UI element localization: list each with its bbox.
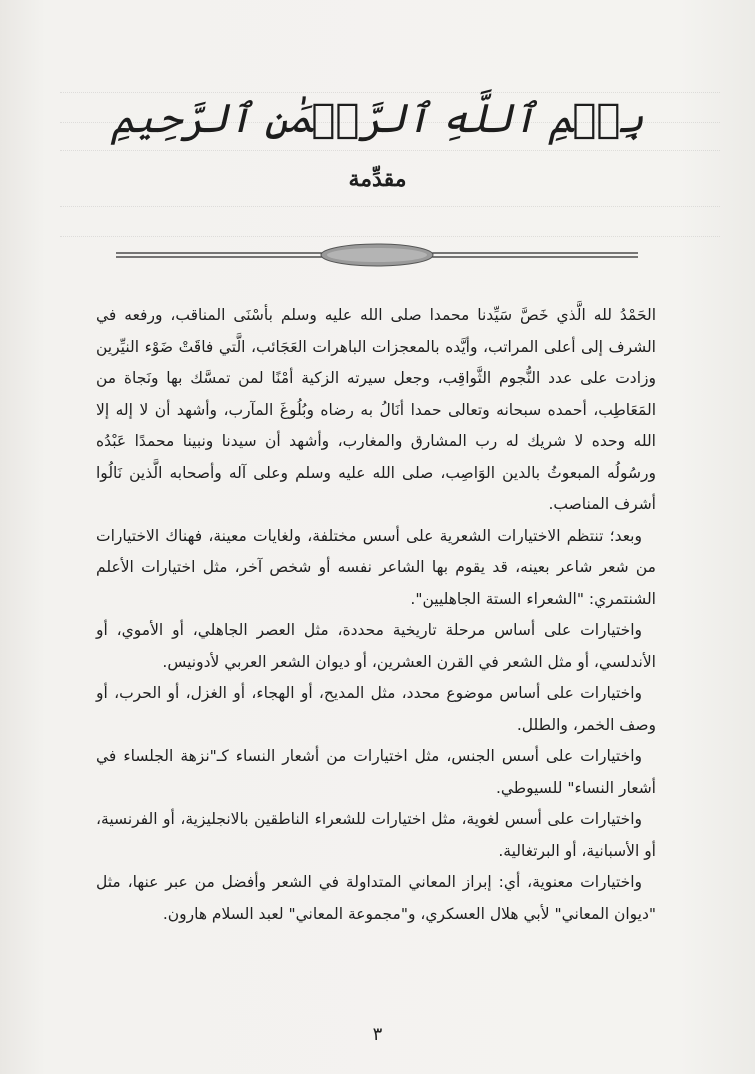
paragraph: واختيارات على أساس مرحلة تاريخية محددة، مثل العصر الجاهلي، أو الأموي، أو الأندلسي، أو مثل الشعر في القرن العشرين، أو ديوان الشعر العربي لأدونيس. bbox=[96, 621, 656, 671]
basmala: بِسۡمِ ٱللَّهِ ٱلرَّحۡمَٰنِ ٱلرَّحِيمِ bbox=[111, 96, 644, 142]
paragraph: واختيارات على أساس موضوع محدد، مثل المديح، أو الهجاء، أو الغزل، أو الحرب، أو وصف الخمر، والطلل. bbox=[96, 684, 656, 734]
paragraph: الحَمْدُ لله الَّذي خَصَّ سَيِّدنا محمدا صلى الله عليه وسلم بأسْنَى المناقب، ورفعه في الشرف إلى أعلى المراتب، وأيَّده بالمعجزات الباهرات العَجَائب، الَّتي فاقَتْ ضَوْء النيِّرين وزادت على عدد النُّجوم الثَّواقِب، وجعل سيرته الزكية أمْنًا لمن تمسَّك بها ونَجاة من المَعَاطِب، أحمده سبحانه وتعالى حمدا أنَالُ به رضاه وبُلُوغَ المآرب، وأشهد أن لا إله إلا الله وحده لا شريك له رب المشارق والمغارب، وأشهد أن سيدنا ونبينا محمدًا عَبْدُه ورسُولُه المبعوثُ بالدين الوَاصِب، صلى الله عليه وسلم وعلى آله وأصحابه الَّذين نَالُوا أشرف المناصب. bbox=[96, 306, 656, 513]
bleed-through-line bbox=[60, 226, 720, 237]
page-number: ٣ bbox=[372, 1024, 383, 1045]
page-title: مقدِّمة bbox=[348, 166, 407, 192]
bleed-through-line bbox=[60, 196, 720, 207]
bleed-through-line bbox=[60, 82, 720, 93]
title-ornament-divider bbox=[116, 243, 638, 273]
body-text bbox=[96, 300, 656, 930]
paragraph: وبعد؛ تنتظم الاختيارات الشعرية على أسس مختلفة، ولغايات معينة، فهناك الاختيارات من شعر شاعر بعينه، قد يقوم بها الشاعر نفسه أو شخص آخر، مثل اختيارات الأعلم الشنتمري: "الشعراء الستة الجاهليين". bbox=[96, 526, 656, 608]
paragraph: واختيارات على أسس لغوية، مثل اختيارات للشعراء الناطقين بالانجليزية، أو الفرنسية، أو الأسبانية، أو البرتغالية. bbox=[96, 810, 656, 860]
paragraph: واختيارات معنوية، أي: إبراز المعاني المتداولة في الشعر وأفضل من عبر عنها، مثل "ديوان المعاني" لأبي هلال العسكري، و"مجموعة المعاني" لعبد السلام هارون. bbox=[96, 873, 656, 923]
paragraph: واختيارات على أسس الجنس، مثل اختيارات من أشعار النساء كـ"نزهة الجلساء في أشعار النساء" للسيوطي. bbox=[96, 747, 656, 797]
